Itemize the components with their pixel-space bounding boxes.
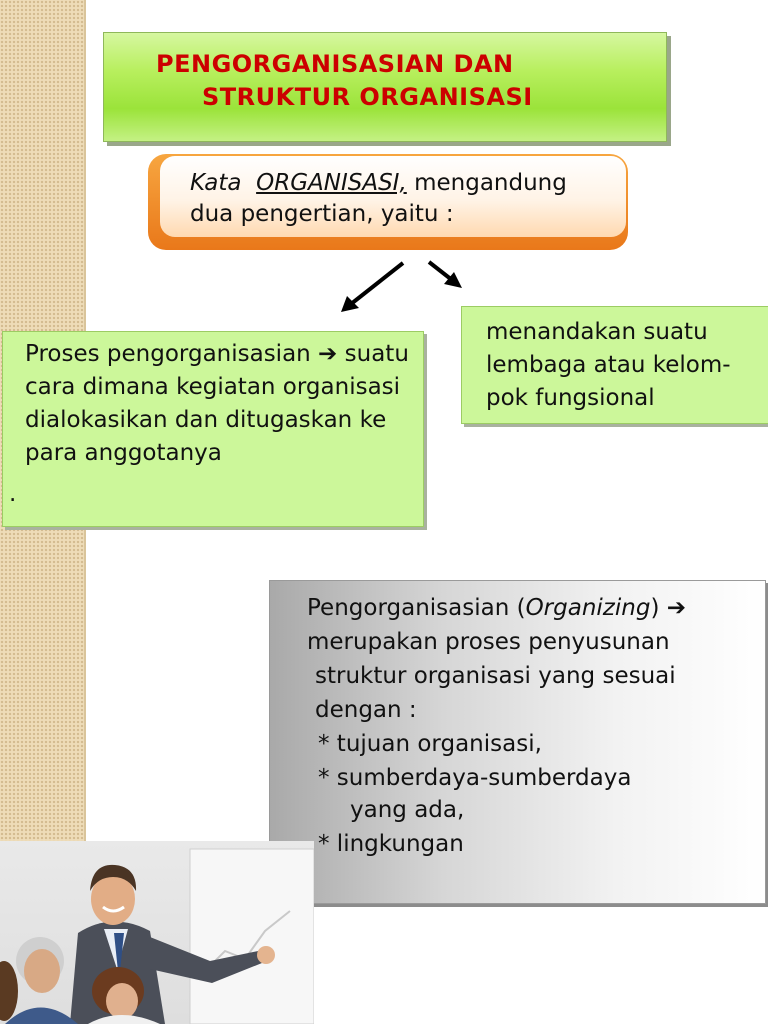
organizing-bullet-3: * lingkungan (318, 831, 464, 857)
title-banner (103, 32, 667, 142)
presentation-illustration (0, 841, 314, 1024)
intro-kata: Kata (190, 170, 242, 196)
institution-definition-text: menandakan suatu lembaga atau kelom-pok fungsional (486, 319, 731, 411)
organizing-definition-box (269, 580, 766, 904)
organizing-line-4: dengan : (315, 697, 417, 723)
intro-callout (148, 154, 628, 250)
organizing-line-2: merupakan proses penyusunan (307, 629, 670, 655)
intro-rest: mengandung (406, 170, 567, 196)
process-definition-text: Proses pengorganisasian ➔ suatu cara dimana kegiatan organisasi dialokasikan dan ditugaskan ke para anggotanya (25, 341, 409, 466)
arrow-right-icon (424, 256, 468, 292)
organizing-bullet-1: * tujuan organisasi, (318, 731, 542, 757)
title-line-1: PENGORGANISASIAN DAN (156, 50, 514, 78)
arrow-left-icon (335, 258, 415, 318)
organizing-line-1: Pengorganisasian (Organizing) ➔ (307, 595, 687, 621)
organizing-bullet-2-cont: yang ada, (350, 797, 465, 823)
organizing-bullet-2: * sumberdaya-sumberdaya (318, 765, 632, 791)
institution-definition-box (461, 306, 768, 424)
title-line-2: STRUKTUR ORGANISASI (202, 83, 533, 111)
intro-text (190, 168, 567, 230)
process-definition-box (2, 331, 424, 527)
intro-callout-inner (160, 156, 626, 237)
intro-organisasi: ORGANISASI, (256, 170, 407, 196)
process-definition-dot: . (9, 481, 17, 507)
intro-line-2: dua pengertian, yaitu : (190, 201, 454, 227)
presentation-photo (0, 841, 314, 1024)
organizing-line-3: struktur organisasi yang sesuai (315, 663, 676, 689)
